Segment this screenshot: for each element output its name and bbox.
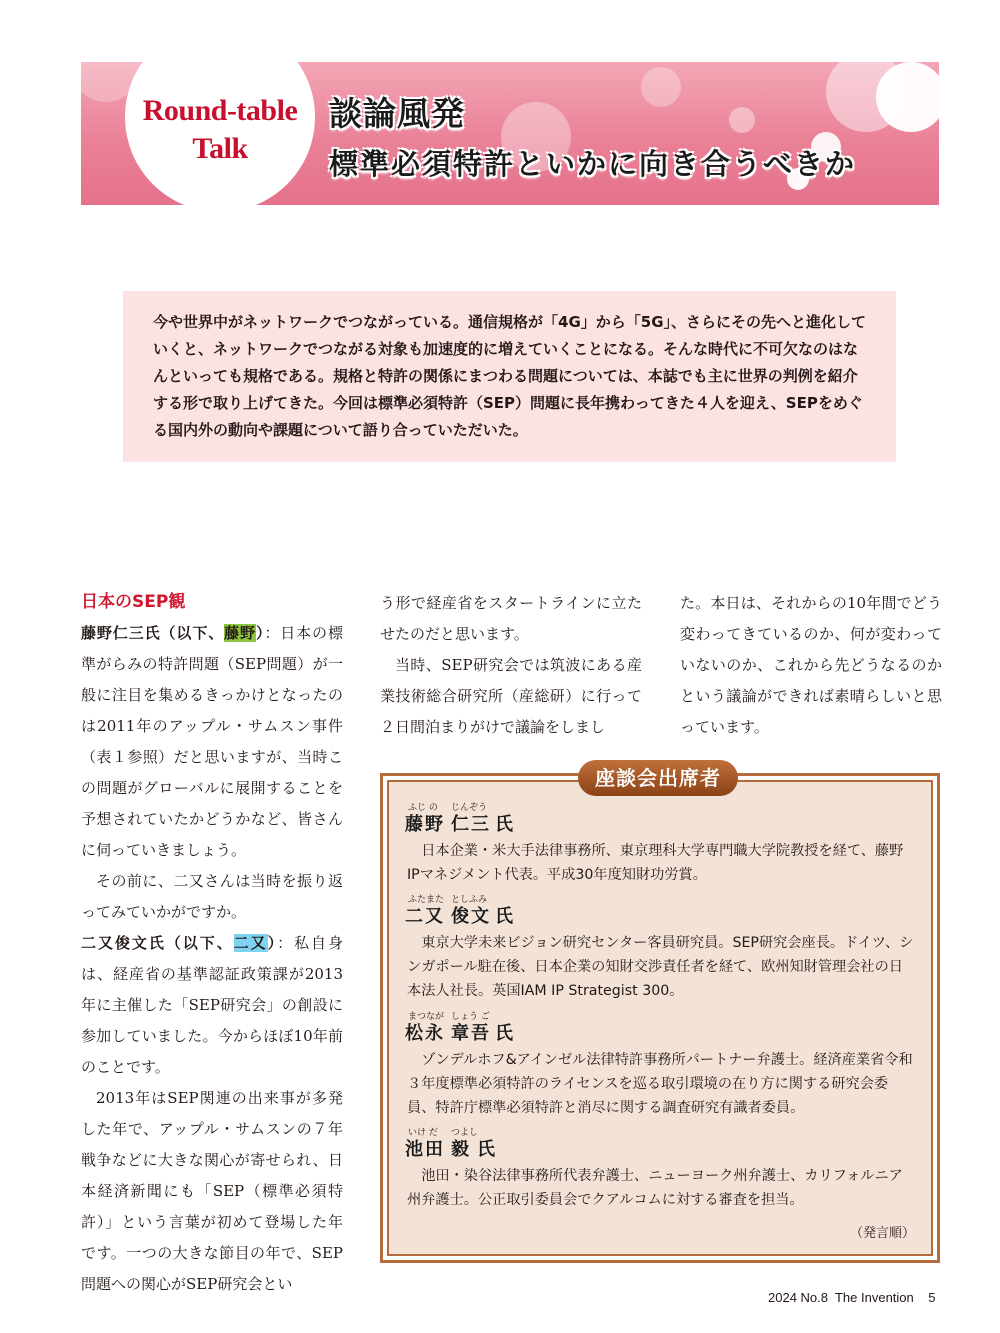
participant-family-name: 二又 <box>405 906 445 927</box>
title-banner <box>81 62 939 205</box>
participant-suffix: 氏 <box>495 906 515 927</box>
participant-fujino <box>405 803 915 883</box>
ruby-given: しょう ご <box>451 1012 490 1022</box>
speaker-intro: 藤野仁三氏（以下、 <box>81 624 225 642</box>
participant-description: 日本企業・米大手法律事務所、東京理科大学専門職大学院教授を経て、藤野IPマネジメント代表。平成30年度知財功労賞。 <box>407 843 904 883</box>
speaker-short-futamata: 二又 <box>233 934 268 952</box>
ruby-given: としふみ <box>451 895 488 905</box>
ruby-family: ふたまた <box>408 895 445 905</box>
ruby-given: じんぞう <box>451 803 488 813</box>
participant-family-name: 池田 <box>405 1139 445 1160</box>
page-title: 談論風発 <box>329 94 465 133</box>
ruby-family: まつなが <box>408 1012 445 1022</box>
participant-futamata <box>405 895 915 1005</box>
participant-suffix: 氏 <box>495 1023 515 1044</box>
decorative-bubble <box>641 67 681 107</box>
paragraph-text: ：私自身は、経産省の基準認証政策課が2013年に主催した「SEP研究会」の創設に参加していました。今からほぼ10年前のことです。 <box>81 934 343 1076</box>
speaker-close: ） <box>267 934 278 952</box>
speaker-intro: 二又俊文氏（以下、 <box>81 934 234 952</box>
participant-given-name: 俊文 <box>451 906 491 927</box>
ruby-given: つよし <box>451 1128 479 1138</box>
paragraph-text: ：日本の標準がらみの特許問題（SEP問題）が一般に注目を集めるきっかけとなったのは2011年のアップル・サムスン事件（表１参照）だと思いますが、当時この問題がグローバルに展開することを予想されていたかどうかなど、皆さんに伺っていきましょう。 <box>81 624 343 859</box>
participant-family-name: 松永 <box>405 1023 445 1044</box>
article-column-3 <box>680 588 942 743</box>
paragraph-continued: う形で経産省をスタートラインに立たせたのだと思います。 <box>380 594 642 643</box>
ruby-family: いけ だ <box>408 1128 438 1138</box>
page-footer: 2024 No.8 The Invention 5 <box>768 1290 936 1305</box>
paragraph-futamata <box>81 928 343 1083</box>
page-subtitle: 標準必須特許といかに向き合うべきか <box>329 147 857 181</box>
logo-line1: Round-table <box>142 94 298 127</box>
participant-given-name: 仁三 <box>451 814 491 835</box>
participant-description: 池田・染谷法律事務所代表弁護士、ニューヨーク州弁護士、カリフォルニア州弁護士。公正取引委員会でクアルコムに対する審査を担当。 <box>407 1168 903 1208</box>
paragraph-fujino <box>81 618 343 866</box>
article-column-1 <box>81 588 343 1300</box>
paragraph: 当時、SEP研究会では筑波にある産業技術総合研究所（産総研）に行って２日間泊まりがけで議論をしまし <box>380 656 642 736</box>
participant-given-name: 章吾 <box>451 1023 491 1044</box>
participant-family-name: 藤野 <box>405 814 445 835</box>
speaker-short-fujino: 藤野 <box>224 624 256 642</box>
paragraph-continued: た。本日は、それからの10年間でどう変わってきているのか、何が変わっていないのか、これから先どうなるのかという議論ができれば素晴らしいと思っています。 <box>680 594 942 736</box>
participant-matsunaga <box>405 1012 915 1122</box>
decorative-bubble <box>729 107 755 133</box>
lead-paragraph: 今や世界中がネットワークでつながっている。通信規格が「4G」から「5G」、さらにその先へと進化していくと、ネットワークでつながる対象も加速度的に増えていくことになる。そんな時代に不可欠なのはなんといっても規格である。規格と特許の関係にまつわる問題については、本誌でも主に世界の判例を紹介する形で取り上げてきた。今回は標準必須特許（SEP）問題に長年携わってきた４人を迎え、SEPをめぐる国内外の動向や課題について語り合っていただいた。 <box>123 291 896 462</box>
paragraph: その前に、二又さんは当時を振り返ってみていかがですか。 <box>81 872 343 921</box>
logo-line2: Talk <box>192 132 248 165</box>
ruby-family: ふじ の <box>408 803 438 813</box>
participant-suffix: 氏 <box>495 814 515 835</box>
article-column-2 <box>380 588 642 743</box>
participant-description: 東京大学未来ビジョン研究センター客員研究員。SEP研究会座長。ドイツ、シンガポール駐在後、日本企業の知財交渉責任者を経て、欧州知財管理会社の日本法人社長。英国IAM IP Strategist 300。 <box>407 935 914 999</box>
participant-description: ゾンデルホフ&アインゼル法律特許事務所パートナー弁護士。経済産業省令和３年度標準必須特許のライセンスを巡る取引環境の在り方に関する研究会委員、特許庁標準必須特許と消尽に関する調査研究有識者委員。 <box>407 1052 913 1116</box>
paragraph: 2013年はSEP関連の出来事が多発した年で、アップル・サムスンの７年戦争などに大きな関心が寄せられ、日本経済新聞にも「SEP（標準必須特許）」という言葉が初めて登場した年です。一つの大きな節目の年で、SEP問題への関心がSEP研究会とい <box>81 1089 343 1293</box>
round-table-logo <box>125 92 315 168</box>
participants-label: 座談会出席者 <box>578 760 738 796</box>
participant-given-name: 毅 <box>451 1139 471 1160</box>
order-note: （発言順） <box>850 1226 916 1241</box>
speaker-close: ） <box>255 624 265 642</box>
decorative-bubble <box>876 62 939 132</box>
section-heading: 日本のSEP観 <box>81 592 186 612</box>
participant-suffix: 氏 <box>477 1139 497 1160</box>
participant-ikeda <box>405 1128 915 1218</box>
